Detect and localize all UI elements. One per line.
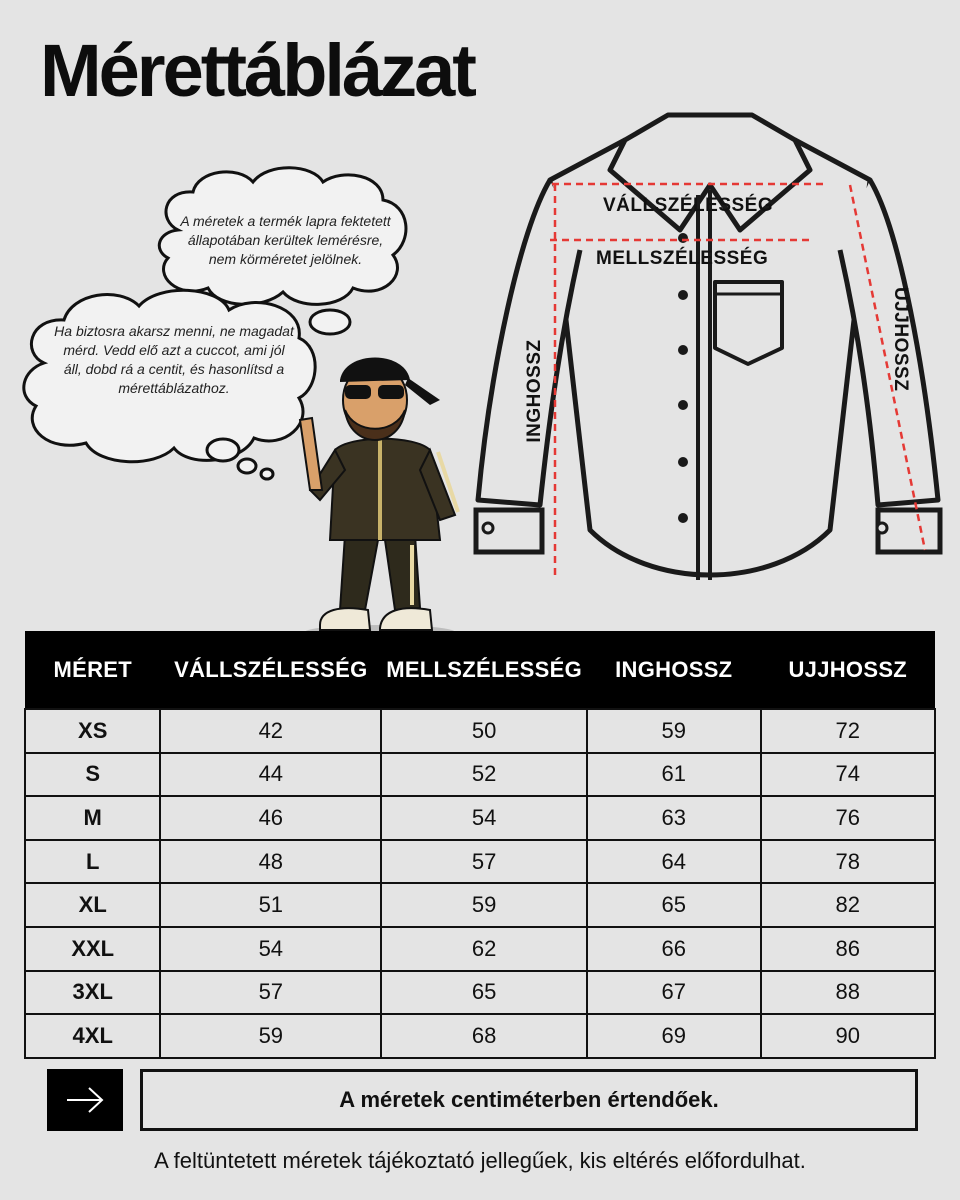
cartoon-figure-illustration bbox=[290, 340, 470, 640]
table-row bbox=[25, 927, 935, 971]
size-cell: XS bbox=[25, 709, 160, 753]
size-cell: M bbox=[25, 796, 160, 840]
size-cell: 3XL bbox=[25, 971, 160, 1015]
sleeve-cell: 86 bbox=[761, 927, 935, 971]
units-note bbox=[140, 1069, 918, 1131]
size-cell: S bbox=[25, 753, 160, 797]
column-header-size: MÉRET bbox=[25, 631, 160, 709]
length-cell: 63 bbox=[587, 796, 760, 840]
bubble-left-text: Ha biztosra akarsz menni, ne magadat mérd. Vedd elő azt a cuccot, ami jól áll, dobd rá a centit, és hasonlítsd a mérettáblázathoz. bbox=[54, 323, 294, 396]
disclaimer-text: A feltüntetett méretek tájékoztató jellegűek, kis eltérés előfordulhat. bbox=[154, 1148, 806, 1173]
chest-cell: 68 bbox=[381, 1014, 587, 1058]
chest-cell: 54 bbox=[381, 796, 587, 840]
chest-cell: 62 bbox=[381, 927, 587, 971]
column-header-shoulder: VÁLLSZÉLESSÉG bbox=[160, 631, 381, 709]
table-row bbox=[25, 796, 935, 840]
table-row bbox=[25, 1014, 935, 1058]
arrow-right-icon bbox=[65, 1086, 105, 1114]
table-row bbox=[25, 840, 935, 884]
sleeve-cell: 82 bbox=[761, 883, 935, 927]
column-header-chest: MELLSZÉLESSÉG bbox=[381, 631, 587, 709]
table-row bbox=[25, 971, 935, 1015]
shoulder-cell: 51 bbox=[160, 883, 381, 927]
arrow-box bbox=[47, 1069, 123, 1131]
column-header-sleeve: UJJHOSSZ bbox=[761, 631, 935, 709]
units-note-text: A méretek centiméterben értendőek. bbox=[339, 1087, 719, 1112]
thought-dots-left bbox=[195, 432, 285, 487]
size-cell: 4XL bbox=[25, 1014, 160, 1058]
table-row bbox=[25, 883, 935, 927]
length-cell: 66 bbox=[587, 927, 760, 971]
sleeve-length-label: UJJHOSSZ bbox=[890, 287, 911, 392]
shoulder-cell: 44 bbox=[160, 753, 381, 797]
length-cell: 69 bbox=[587, 1014, 760, 1058]
table-row bbox=[25, 753, 935, 797]
sleeve-cell: 76 bbox=[761, 796, 935, 840]
chest-width-label: MELLSZÉLESSÉG bbox=[596, 248, 769, 269]
size-table bbox=[24, 631, 936, 1059]
shoulder-cell: 42 bbox=[160, 709, 381, 753]
size-cell: L bbox=[25, 840, 160, 884]
sleeve-cell: 72 bbox=[761, 709, 935, 753]
bubble-top-text: A méretek a termék lapra fektetett állapotában kerültek lemérésre, nem körméretet jelölnek. bbox=[180, 213, 391, 267]
sleeve-cell: 90 bbox=[761, 1014, 935, 1058]
page-title: Mérettáblázat bbox=[40, 29, 474, 112]
length-cell: 61 bbox=[587, 753, 760, 797]
shoulder-width-label: VÁLLSZÉLESSÉG bbox=[603, 195, 774, 216]
chest-cell: 50 bbox=[381, 709, 587, 753]
length-cell: 67 bbox=[587, 971, 760, 1015]
size-cell: XL bbox=[25, 883, 160, 927]
shoulder-cell: 48 bbox=[160, 840, 381, 884]
sleeve-cell: 78 bbox=[761, 840, 935, 884]
sleeve-cell: 88 bbox=[761, 971, 935, 1015]
table-row bbox=[25, 709, 935, 753]
shoulder-cell: 54 bbox=[160, 927, 381, 971]
shoulder-cell: 59 bbox=[160, 1014, 381, 1058]
shoulder-cell: 57 bbox=[160, 971, 381, 1015]
length-cell: 59 bbox=[587, 709, 760, 753]
chest-cell: 57 bbox=[381, 840, 587, 884]
length-cell: 65 bbox=[587, 883, 760, 927]
chest-cell: 52 bbox=[381, 753, 587, 797]
length-cell: 64 bbox=[587, 840, 760, 884]
shoulder-cell: 46 bbox=[160, 796, 381, 840]
chest-cell: 65 bbox=[381, 971, 587, 1015]
table-header-row bbox=[25, 631, 935, 709]
shirt-length-label: INGHOSSZ bbox=[524, 339, 545, 443]
sleeve-cell: 74 bbox=[761, 753, 935, 797]
column-header-length: INGHOSSZ bbox=[587, 631, 760, 709]
chest-cell: 59 bbox=[381, 883, 587, 927]
size-cell: XXL bbox=[25, 927, 160, 971]
